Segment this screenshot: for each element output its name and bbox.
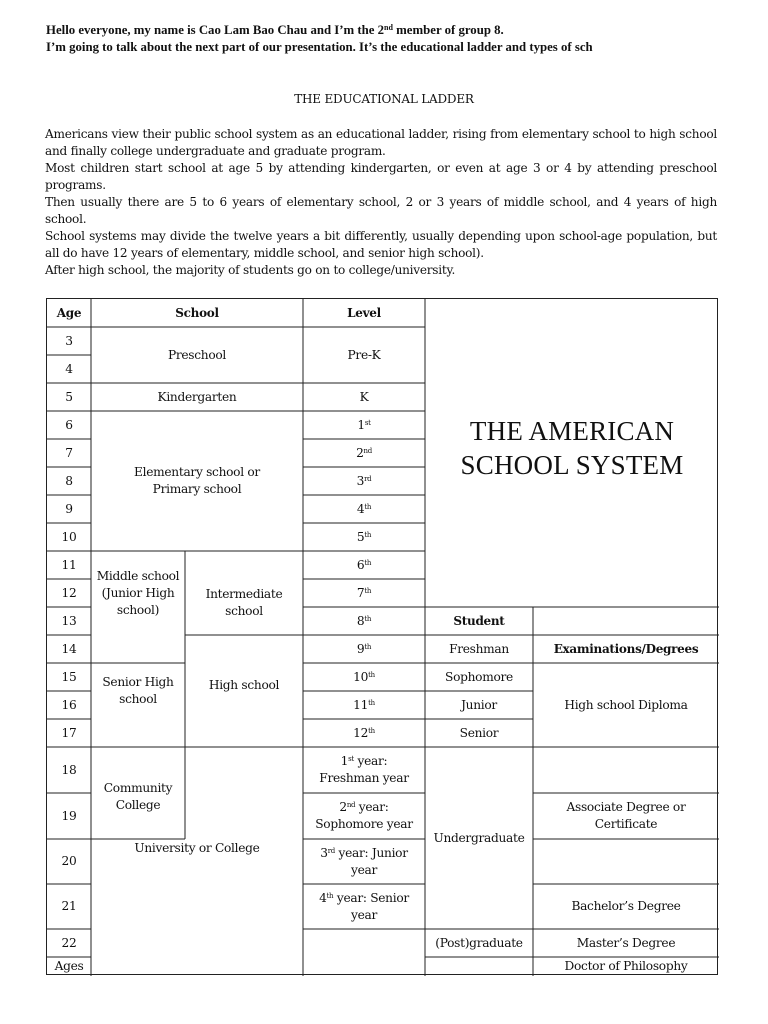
- grade-cell: 10 $^{th}$: [353, 669, 375, 684]
- age-cell: 19: [61, 808, 77, 823]
- school-high-school: High school: [208, 677, 280, 692]
- school-middle: Middle school (Junior High school): [96, 568, 180, 617]
- student-freshman: Freshman: [449, 641, 509, 656]
- paragraph: Most children start school at age 5 by attending kindergarten, or even at age 3 or 4 by attending preschool programs.: [45, 161, 717, 192]
- grade-cell: 9 $^{th}$: [356, 641, 372, 656]
- age-cell: 16: [61, 697, 77, 712]
- school-senior-high: Senior High school: [102, 675, 174, 706]
- college-year-cell: 3rd year: Junior year: [320, 845, 408, 877]
- grade-cell: 7 $^{th}$: [356, 585, 372, 600]
- age-cell: 13: [61, 613, 77, 628]
- school-kindergarten: Kindergarten: [157, 389, 237, 404]
- age-cell: 20: [61, 854, 77, 868]
- age-cell: 22: [61, 935, 77, 950]
- level-prek: Pre-K: [347, 347, 381, 362]
- school-university: University or College: [134, 840, 260, 855]
- grade-cell: 2 $^{nd}$: [356, 445, 372, 460]
- grade-cell: 4 $^{th}$: [356, 501, 372, 516]
- college-year-cell: 1st year: Freshman year: [319, 754, 409, 785]
- grade-cell: 12 $^{th}$: [353, 725, 375, 740]
- age-cell: 4: [65, 361, 73, 376]
- school-intermediate: Intermediate school: [205, 587, 283, 618]
- level-k: K: [359, 389, 369, 404]
- paragraph: Americans view their public school system as an educational ladder, rising from elementary school to high school and finally college undergraduate and graduate program.: [45, 127, 717, 158]
- age-cell: Ages: [54, 959, 84, 973]
- body-paragraphs: [45, 126, 717, 279]
- header-age: Age: [56, 305, 82, 320]
- school-system-table: [46, 298, 718, 975]
- age-cell: 17: [61, 725, 77, 740]
- grade-cell: 3 $^{rd}$: [356, 473, 372, 488]
- age-cell: 6: [65, 417, 73, 432]
- age-cell: 10: [61, 529, 77, 544]
- age-cell: 12: [61, 585, 77, 600]
- degree-doctor: Doctor of Philosophy: [564, 959, 688, 973]
- age-cell: 5: [65, 389, 73, 404]
- paragraph: After high school, the majority of students go on to college/university.: [45, 263, 456, 277]
- grade-cell: 6 $^{th}$: [356, 557, 372, 572]
- degree-bachelor: Bachelor’s Degree: [571, 899, 681, 913]
- college-year-cell: 2nd year: Sophomore year: [315, 800, 413, 831]
- intro-line-1: Hello everyone, my name is Cao Lam Bao Chau and I’m the 2nd member of group 8.: [46, 23, 504, 37]
- school-preschool: Preschool: [167, 347, 227, 362]
- intro-text: [46, 22, 736, 56]
- age-cell: 8: [65, 473, 73, 488]
- grade-cell: 8 $^{th}$: [356, 613, 372, 628]
- student-postgraduate: (Post)graduate: [435, 935, 523, 950]
- header-school: School: [175, 305, 219, 320]
- age-cell: 7: [65, 445, 73, 460]
- paragraph: School systems may divide the twelve years a bit differently, usually depending upon school-age population, but all do have 12 years of elementary, middle school, and senior high school).: [45, 229, 717, 260]
- degree-associate: Associate Degree or Certificate: [566, 800, 686, 831]
- college-year-cell: 4th year: Senior year: [319, 890, 409, 922]
- header-student: Student: [453, 613, 505, 628]
- student-junior: Junior: [461, 697, 497, 712]
- table-title: [425, 414, 719, 482]
- age-cell: 9: [65, 501, 73, 516]
- table-title-line-2: SCHOOL SYSTEM: [460, 450, 684, 480]
- grade-cell: 1 $^{st}$: [357, 417, 371, 432]
- school-elementary: Elementary school or Primary school: [134, 465, 260, 496]
- header-exams: Examinations/Degrees: [553, 641, 699, 656]
- age-cell: 11: [61, 557, 77, 572]
- student-undergraduate: Undergraduate: [433, 830, 525, 845]
- header-level: Level: [347, 305, 381, 320]
- age-cell: 15: [61, 669, 77, 684]
- grade-cell: 5 $^{th}$: [356, 529, 372, 544]
- paragraph: Then usually there are 5 to 6 years of elementary school, 2 or 3 years of middle school, and 4 years of high school.: [45, 195, 717, 226]
- student-sophomore: Sophomore: [445, 669, 513, 684]
- section-heading: THE EDUCATIONAL LADDER: [294, 92, 474, 106]
- intro-line-2: I’m going to talk about the next part of our presentation. It’s the educational ladder and types of sch: [46, 40, 593, 54]
- age-cell: 14: [61, 641, 77, 656]
- degree-hs-diploma: High school Diploma: [564, 697, 688, 712]
- student-senior: Senior: [459, 725, 499, 740]
- age-cell: 3: [65, 333, 73, 348]
- age-cell: 18: [61, 762, 77, 777]
- grade-cell: 11 $^{th}$: [353, 697, 375, 712]
- degree-master: Master’s Degree: [576, 935, 676, 950]
- age-cell: 21: [61, 899, 77, 913]
- table-title-line-1: THE AMERICAN: [469, 416, 675, 446]
- school-community-college: Community College: [103, 781, 173, 812]
